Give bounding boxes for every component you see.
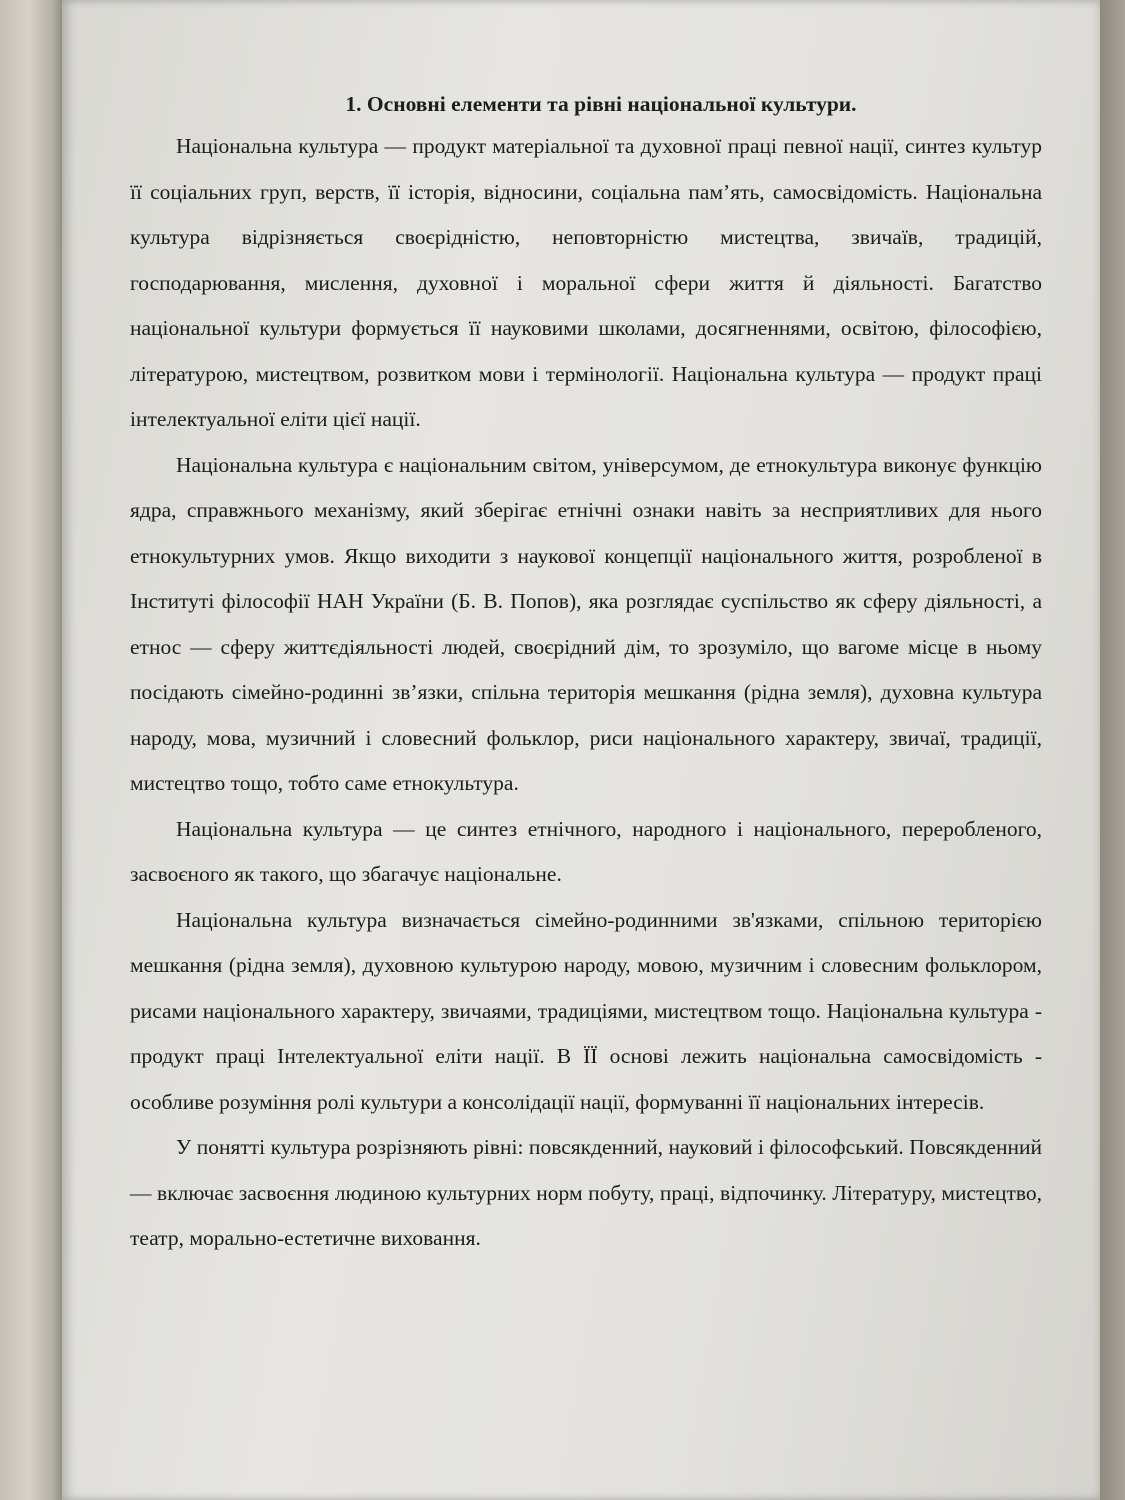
paragraph-4: Національна культура визначається сімейно-родинними зв'язками, спільною територією мешкання (рідна земля), духовною культурою народу, мовою, музичним і словесним фольклором, рисами національного характеру, звичаями, традиціями, мистецтвом тощо. Національна культура - продукт праці Інтелектуальної еліти нації. В ЇЇ основі лежить національна самосвідомість - особливе розуміння ролі культури а консолідації нації, формуванні її національних інтересів.	[130, 907, 1042, 1114]
paragraph-5: У понятті культура розрізняють рівні: повсякденний, науковий і філософський. Повсякденний — включає засвоєння людиною культурних норм побуту, праці, відпочинку. Літературу, мистецтво, театр, морально-естетичне виховання.	[130, 1135, 1042, 1250]
previous-page-edge	[0, 0, 64, 1500]
right-page-edge	[1100, 0, 1125, 1500]
paragraph-2: Національна культура є національним світом, універсумом, де етнокультура виконує функцію ядра, справжнього механізму, який зберігає етнічні ознаки навіть за несприятливих для нього етнокультурних умов. Якщо виходити з наукової концепції національного життя, розробленої в Інституті філософії НАН України (Б. В. Попов), яка розглядає суспільство як сферу діяльності, а етнос — сферу життєдіяльності людей, своєрідний дім, то зрозуміло, що вагоме місце в ньому посідають сімейно-родинні зв’язки, спільна територія мешкання (рідна земля), духовна культура народу, мова, музичний і словесний фольклор, риси національного характеру, звичаї, традиції, мистецтво тощо, тобто саме етнокультура.	[130, 452, 1042, 795]
page-content	[130, 84, 1042, 1262]
paragraph-3: Національна культура — це синтез етнічного, народного і національного, переробленого, засвоєного як такого, що збагачує національне.	[130, 816, 1042, 886]
paragraph-1: Національна культура — продукт матеріальної та духовної праці певної нації, синтез культур її соціальних груп, верств, її історія, відносини, соціальна пам’ять, самосвідомість. Національна культура відрізняється своєрідністю, неповторністю мистецтва, звичаїв, традицій, господарювання, мислення, духовної і моральної сфери життя й діяльності. Багатство національної культури формується її науковими школами, досягненнями, освітою, філософією, літературою, мистецтвом, розвитком мови і термінології. Національна культура — продукт праці інтелектуальної еліти цієї нації.	[130, 134, 1042, 431]
section-title: 1. Основні елементи та рівні національної культури.	[345, 92, 857, 116]
